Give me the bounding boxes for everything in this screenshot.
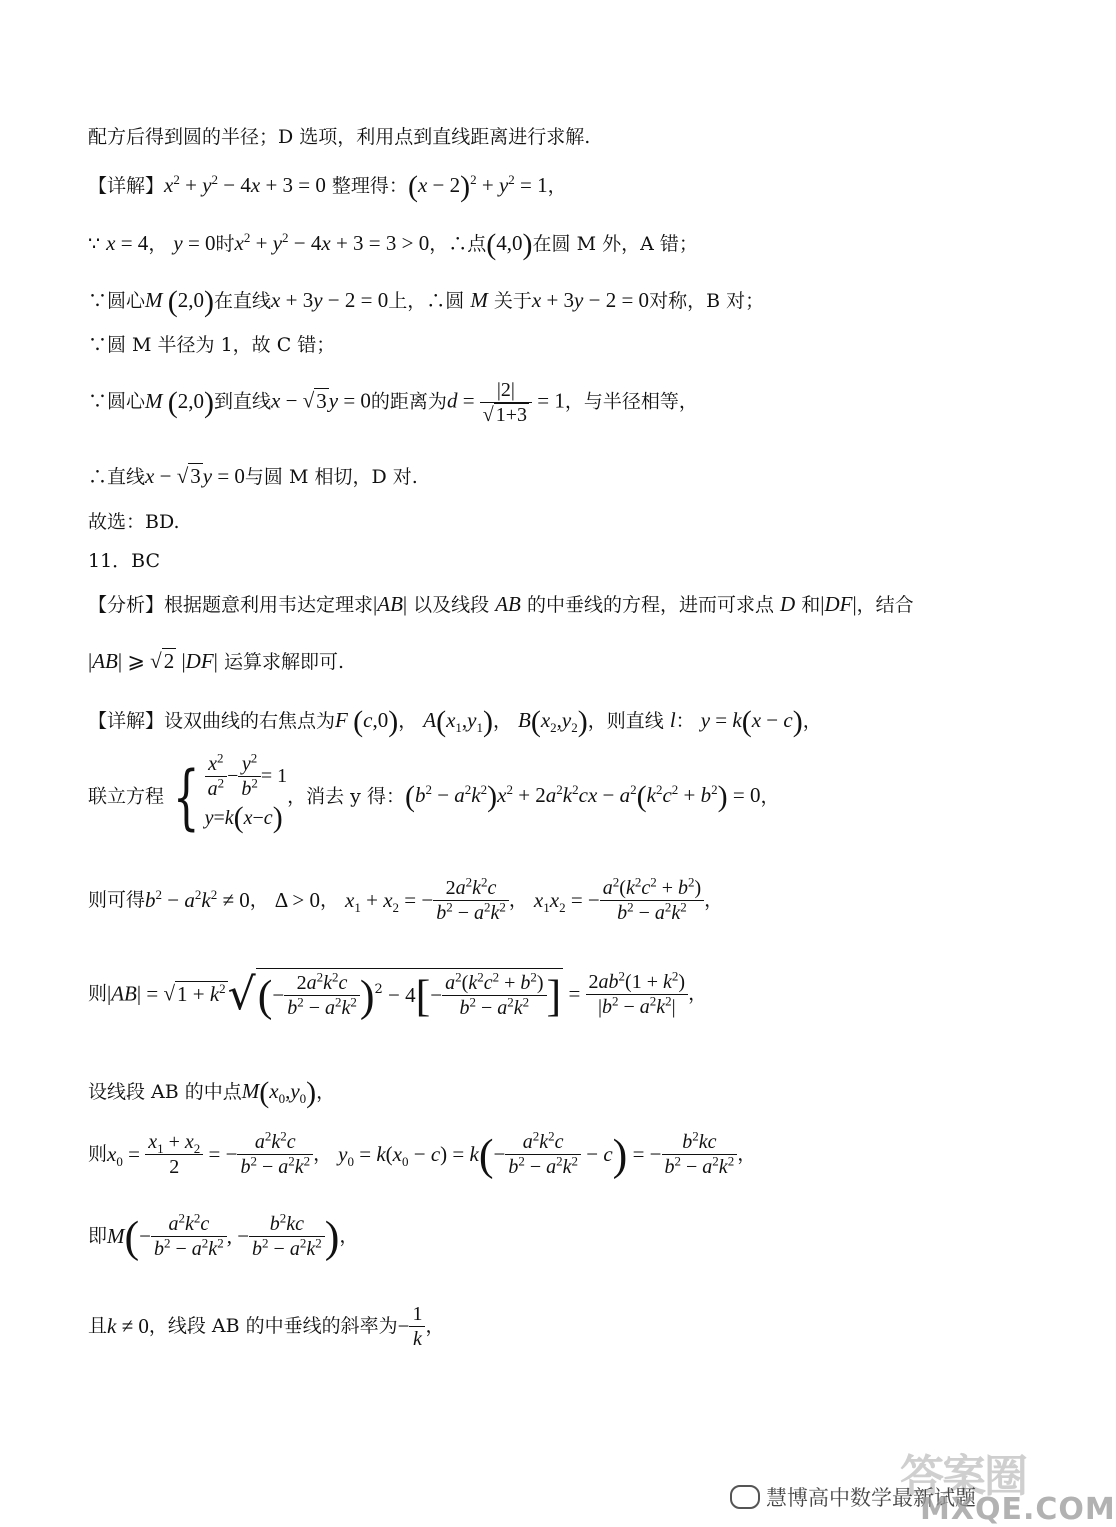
therefore-symbol: ∴ bbox=[448, 233, 468, 255]
choose-line: 故选：BD. bbox=[88, 511, 180, 533]
radius-c-text: 圆 M 半径为 1，故 C 错； bbox=[107, 334, 336, 356]
analysis-text-1: 根据题意利用韦达定理求 bbox=[164, 594, 374, 616]
slope-line: 且k ≠ 0，线段 AB 的中垂线的斜率为− $\frac{1}{k}$ ， bbox=[88, 1303, 445, 1350]
midpoint-m-line: 即M(− $\frac{a^2k^2c}{b^2 - a^2k^2}$ , − $\frac{b^2kc}{b^2 - a^2k^2}$ )， bbox=[88, 1210, 359, 1262]
then-line-text: ，则直线 bbox=[587, 710, 664, 732]
set-focus-text: 设双曲线的右焦点为 bbox=[164, 710, 336, 732]
wechat-icon bbox=[730, 1485, 760, 1509]
distance-is-text: 的距离为 bbox=[370, 390, 447, 413]
therefore-symbol: ∴ bbox=[426, 290, 446, 312]
when-text: 时 bbox=[215, 233, 235, 255]
detail-line-6: ∴直线x − √3y = 0与圆 M 相切，D 对. bbox=[88, 464, 418, 488]
analysis-text-3: 的中垂线的方程，进而可求点 bbox=[526, 594, 774, 616]
detail-line-3: ∵圆心M (2,0)在直线x + 3y − 2 = 0上，∴圆 M 关于x + 3y − 2 = 0对称，B 对； bbox=[88, 285, 765, 318]
analysis-line-2: |AB| ⩾ √2 |DF| 运算求解即可. bbox=[88, 649, 344, 673]
slope-text: ，线段 AB 的中垂线的斜率为 bbox=[148, 1315, 398, 1337]
watermark-account-text: 慧博高中数学最新试题 bbox=[766, 1486, 976, 1510]
vieta-line: 则可得$b^2 - a^2k^2 \ne 0$， Δ > 0， $x_1 + x_2$ = − $\frac{2a^2k^2c}{b^2 - a^2k^2}$ ， $x_1x_2$ = − $\frac{a^2(k^2c^2 + b^2)}{b^2 - a^2k^2}$ ， bbox=[88, 874, 724, 924]
analysis-line-1: 【分析】根据题意利用韦达定理求|AB| 以及线段 AB 的中垂线的方程，进而可求点 D 和|DF|，结合 bbox=[88, 592, 914, 616]
and-text: 且 bbox=[88, 1315, 108, 1337]
because-symbol: ∵ bbox=[88, 334, 108, 356]
detail-line-4 bbox=[88, 336, 335, 355]
circle-center-text: 圆心 bbox=[107, 290, 146, 312]
watermark-logo: 答案圈 bbox=[900, 1451, 1026, 1502]
therefore-symbol: ∴ bbox=[88, 466, 108, 488]
analysis-text-2: 以及线段 bbox=[413, 594, 490, 616]
then-text: 则 bbox=[88, 982, 108, 1005]
detail-label: 【详解】 bbox=[88, 175, 165, 197]
tangent-d-text: 与圆 M 相切，D 对. bbox=[244, 466, 418, 488]
distance-fraction: $\frac{|2|}{√ 1+3}$ bbox=[480, 378, 532, 427]
eliminate-text: ，消去 y 得： bbox=[287, 785, 405, 808]
because-symbol: ∵ bbox=[88, 233, 101, 255]
on-line-text: 在直线 bbox=[214, 290, 272, 312]
detail-line-2: ∵ x = 4， y = 0时$x^2 + y^2 - 4x + 3 = 3 > 0$，∴点(4,0)在圆 M 外，A 错； bbox=[88, 228, 698, 261]
midpoint-coord-line: 则$x_0$ = $\frac{x_1 + x_2}{2}$ = − $\frac{a^2k^2c}{b^2 - a^2k^2}$ ， $y_0 = k(x_0 - c) = k(-$ $\frac{a^2k^2c}{b^2 - a^2k^2}$ − c) = − $\frac{b^2kc}{b^2 - a^2k^2}$ ， bbox=[88, 1128, 757, 1180]
because-symbol: ∵ bbox=[88, 290, 108, 312]
midpoint-text: 设线段 AB 的中点 bbox=[88, 1081, 242, 1103]
joint-text: 联立方程 bbox=[88, 785, 165, 808]
analysis-label: 【分析】 bbox=[88, 594, 165, 616]
then-text: 则 bbox=[88, 1143, 108, 1165]
analysis-text-5: ，结合 bbox=[856, 594, 914, 616]
circle-center-text: 圆心 bbox=[107, 390, 146, 413]
equal-radius-text: ，与半径相等， bbox=[564, 390, 698, 413]
then-get-text: 则可得 bbox=[88, 889, 146, 911]
ab-length-line: 则$|AB| = √1 + k^2√(-$ $\frac{2a^2k^2c}{b^2 - a^2k^2}$ )$^2$ − 4[− $\frac{a^2(k^2c^2 + b^2)}{b^2 - a^2k^2}$ ] = $\frac{2ab^2(1 + k^2)}{|b^2 - a^2k^2|}$ ， bbox=[88, 967, 708, 1021]
question-11-line: 11．BC bbox=[88, 550, 161, 572]
analysis-text-6: 运算求解即可. bbox=[223, 651, 344, 673]
analysis-text-4: 和 bbox=[801, 594, 821, 616]
organize-text: 整理得： bbox=[331, 175, 408, 197]
detail-line-1: 【详解】$x^2 + y^2 - 4x + 3 = 0$ 整理得：$(x - 2)^2 + y^2 = 1$， bbox=[88, 170, 567, 203]
about-text: 关于 bbox=[493, 290, 532, 312]
ie-text: 即 bbox=[88, 1225, 108, 1247]
on-text: 上， bbox=[388, 290, 427, 312]
watermark-site: MXQE.COM bbox=[920, 1492, 1116, 1527]
detail-label: 【详解】 bbox=[88, 710, 165, 732]
line-text: 直线 bbox=[107, 466, 146, 488]
point-text: 点 bbox=[467, 233, 487, 255]
text-line-1: 配方后得到圆的半径；D 选项，利用点到直线距离进行求解. bbox=[88, 126, 591, 148]
focus-line: 【详解】设双曲线的右焦点为F (c,0)， $A(x_1,y_1)$， $B(x_2,y_2)$，则直线 l： y = k(x − c)， bbox=[88, 705, 822, 738]
detail-line-5: ∵圆心M (2,0)到直线x − √3y = 0的距离为d = $\frac{|2|}{√ 1+3}$ = 1，与半径相等， bbox=[88, 379, 698, 426]
outside-a-text: 在圆 M 外，A 错； bbox=[532, 233, 698, 255]
because-symbol: ∵ bbox=[88, 390, 108, 413]
system-line: 联立方程 { $\frac{x^2}{a^2}$ − $\frac{y^2}{b^2}$ = 1 y = k ( x − c ) ，消去 y 得：$(b^2 - a^2k^2)x^2 + 2a^2k^2cx - a^2(k^2c^2 + b^2) = 0$， bbox=[88, 749, 780, 838]
symmetric-b-text: 对称，B 对； bbox=[649, 290, 765, 312]
distance-to-line-text: 到直线 bbox=[214, 390, 272, 413]
midpoint-line: 设线段 AB 的中点$M(x_0,y_0)$， bbox=[88, 1076, 336, 1109]
